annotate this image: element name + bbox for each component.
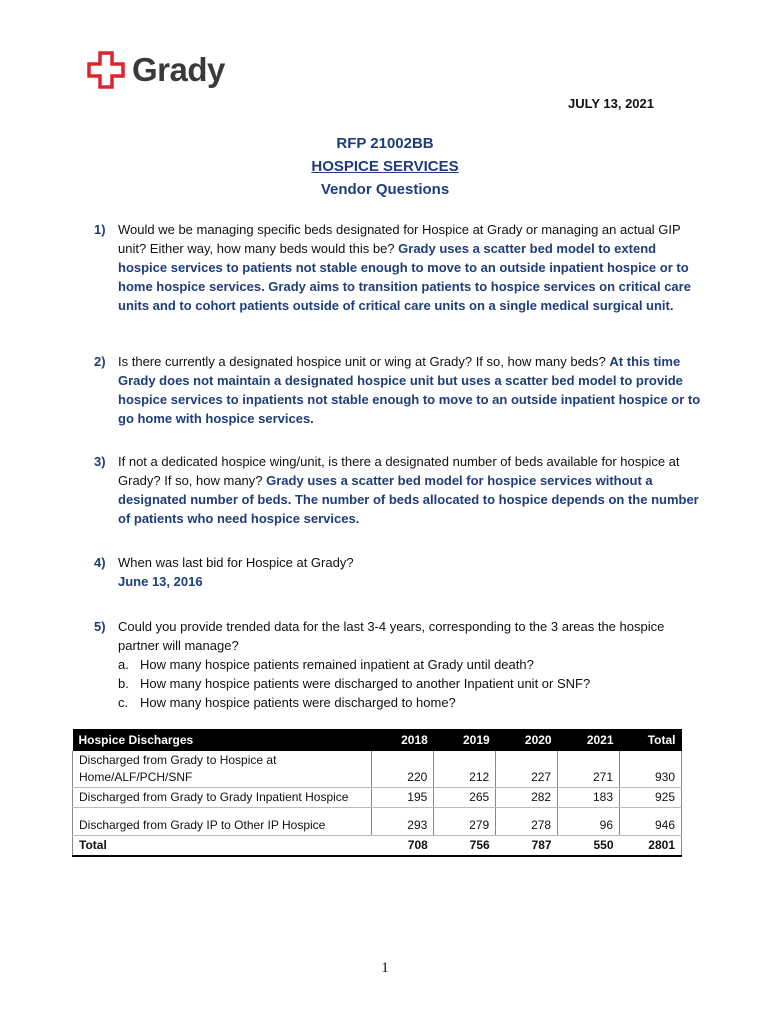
row-label: Discharged from Grady to Hospice at Home/ALF/PCH/SNF [73, 751, 372, 788]
column-header: Total [620, 729, 682, 751]
row-label: Total [73, 836, 372, 857]
cell: 279 [434, 808, 496, 836]
document-titles [0, 132, 770, 201]
cell: 293 [372, 808, 434, 836]
cell: 96 [558, 808, 620, 836]
cell: 195 [372, 788, 434, 808]
cell: 708 [372, 836, 434, 857]
sub-question-a: a. How many hospice patients remained inpatient at Grady until death? [118, 657, 534, 672]
cell: 550 [558, 836, 620, 857]
question-2 [94, 352, 704, 428]
rfp-number: RFP 21002BB [336, 135, 434, 152]
question-4 [94, 553, 704, 591]
row-label: Discharged from Grady to Grady Inpatient Hospice [73, 788, 372, 808]
question-text: Could you provide trended data for the last 3-4 years, corresponding to the 3 areas the hospice partner will manage? [118, 619, 665, 653]
question-5 [94, 617, 704, 712]
sub-question-c: c. How many hospice patients were discharged to home? [118, 695, 456, 710]
rfp-subtitle: Vendor Questions [320, 181, 450, 198]
table-row [73, 808, 682, 836]
answer-text: Grady uses a scatter bed model for hospice services without a designated number of beds. The number of beds allocated to hospice depends on the number of patients who need hospice services. [118, 473, 699, 526]
logo-text: Grady [132, 51, 225, 88]
cell: 282 [496, 788, 558, 808]
document-date: JULY 13, 2021 [567, 96, 654, 111]
column-header: 2020 [496, 729, 558, 751]
answer-text: June 13, 2016 [118, 574, 203, 589]
cell: 946 [620, 808, 682, 836]
question-number: 4) [94, 555, 106, 570]
cell: 183 [558, 788, 620, 808]
answer-text: At this time Grady does not maintain a designated hospice unit but uses a scatter bed model to provide hospice services to inpatients not stable enough to move to an outside inpatient hospice or to go home with hospice services. [118, 354, 701, 426]
cell: 278 [496, 808, 558, 836]
cell: 227 [496, 751, 558, 788]
rfp-title: HOSPICE SERVICES [311, 158, 459, 175]
page-number: 1 [381, 960, 389, 976]
cell: 220 [372, 751, 434, 788]
question-text: Would we be managing specific beds designated for Hospice at Grady or managing an actual GIP unit? Either way, how many beds would this be? [118, 222, 681, 256]
grady-cross-icon [86, 50, 126, 90]
question-text: If not a dedicated hospice wing/unit, is there a designated number of beds available for hospice at Grady? If so, how many? [118, 454, 680, 488]
grady-logo [86, 50, 225, 90]
question-text: When was last bid for Hospice at Grady? [118, 555, 354, 570]
cell: 930 [620, 751, 682, 788]
column-header: 2021 [558, 729, 620, 751]
question-number: 1) [94, 222, 106, 237]
question-number: 5) [94, 619, 106, 634]
cell: 265 [434, 788, 496, 808]
hospice-discharges-table [72, 729, 682, 857]
cell: 271 [558, 751, 620, 788]
answer-text: Grady uses a scatter bed model to extend hospice services to patients not stable enough to move to an outside inpatient hospice or to home hospice services. Grady aims to transition patients to hospice services on critical care units and to cohort patients outside of critical care units on a single medical surgical unit. [118, 241, 691, 313]
table-header-row [73, 729, 682, 751]
question-number: 3) [94, 454, 106, 469]
cell: 212 [434, 751, 496, 788]
question-3 [94, 452, 704, 528]
column-header: 2019 [434, 729, 496, 751]
question-number: 2) [94, 354, 106, 369]
column-header: 2018 [372, 729, 434, 751]
table-total-row [73, 836, 682, 857]
question-text: Is there currently a designated hospice unit or wing at Grady? If so, how many beds? [118, 354, 606, 369]
cell: 787 [496, 836, 558, 857]
column-header: Hospice Discharges [73, 729, 372, 751]
table-row [73, 751, 682, 788]
cell: 925 [620, 788, 682, 808]
row-label: Discharged from Grady IP to Other IP Hospice [73, 808, 372, 836]
question-1 [94, 220, 704, 315]
table-row [73, 788, 682, 808]
cell: 2801 [620, 836, 682, 857]
cell: 756 [434, 836, 496, 857]
sub-question-b: b. How many hospice patients were discharged to another Inpatient unit or SNF? [118, 676, 591, 691]
